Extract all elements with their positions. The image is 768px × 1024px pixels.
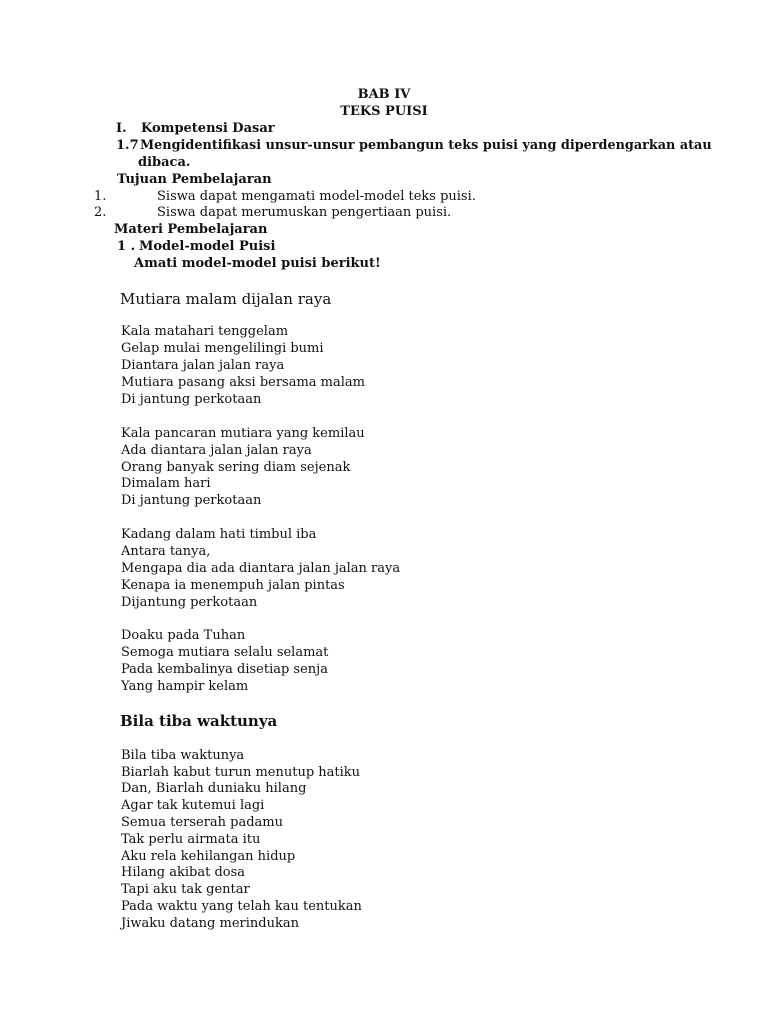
chapter-heading: BAB IV — [357, 87, 411, 102]
subject-heading: TEKS PUISI — [340, 104, 428, 119]
materi-sub-title: Model-model Puisi — [139, 239, 276, 254]
poem-line: Di jantung perkotaan — [121, 392, 262, 407]
poem-line: Pada waktu yang telah kau tentukan — [121, 899, 362, 914]
poem-line: Gelap mulai mengelilingi bumi — [121, 341, 324, 356]
poem-line: Ada diantara jalan jalan raya — [121, 443, 312, 458]
poem-line: Pada kembalinya disetiap senja — [121, 662, 328, 677]
poem-line: Dan, Biarlah duniaku hilang — [121, 781, 307, 796]
kd-item-line2: dibaca. — [138, 155, 191, 170]
poem1-title: Mutiara malam dijalan raya — [120, 290, 332, 308]
poem-line: Semoga mutiara selalu selamat — [121, 645, 329, 660]
poem-line: Dijantung perkotaan — [121, 595, 258, 610]
kd-item-number: 1.7 — [116, 138, 139, 153]
poem-line: Dimalam hari — [121, 476, 211, 491]
poem-line: Di jantung perkotaan — [121, 493, 262, 508]
kd-roman-number: I. — [116, 121, 127, 136]
poem-line: Kadang dalam hati timbul iba — [121, 527, 317, 542]
poem-line: Diantara jalan jalan raya — [121, 358, 285, 373]
poem-line: Tapi aku tak gentar — [121, 882, 250, 897]
poem-line: Kala matahari tenggelam — [121, 324, 289, 339]
tujuan-item-2: Siswa dapat merumuskan pengertiaan puisi. — [157, 205, 452, 220]
poem-line: Bila tiba waktunya — [121, 748, 245, 763]
poem-line: Kenapa ia menempuh jalan pintas — [121, 578, 345, 593]
poem-line: Orang banyak sering diam sejenak — [121, 460, 351, 475]
tujuan-number-1: 1. — [94, 189, 107, 204]
poem-line: Semua terserah padamu — [121, 815, 283, 830]
poem-line: Jiwaku datang merindukan — [121, 916, 299, 931]
poem-line: Yang hampir kelam — [121, 679, 249, 694]
poem-line: Agar tak kutemui lagi — [121, 798, 265, 813]
poem-line: Kala pancaran mutiara yang kemilau — [121, 426, 365, 441]
poem-line: Hilang akibat dosa — [121, 865, 246, 880]
poem-line: Doaku pada Tuhan — [121, 628, 246, 643]
poem-line: Tak perlu airmata itu — [121, 832, 261, 847]
materi-instruction: Amati model-model puisi berikut! — [134, 256, 381, 271]
poem-line: Biarlah kabut turun menutup hatiku — [121, 765, 361, 780]
poem-line: Mengapa dia ada diantara jalan jalan raya — [121, 561, 401, 576]
poem-line: Aku rela kehilangan hidup — [121, 849, 296, 864]
kd-title: Kompetensi Dasar — [141, 121, 275, 136]
poem-line: Antara tanya, — [121, 544, 211, 559]
materi-sub-number: 1 . — [117, 239, 136, 254]
materi-title: Materi Pembelajaran — [114, 222, 268, 237]
tujuan-title: Tujuan Pembelajaran — [117, 172, 272, 187]
tujuan-item-1: Siswa dapat mengamati model-model teks puisi. — [157, 189, 476, 204]
kd-item-line1: Mengidentifikasi unsur-unsur pembangun teks puisi yang diperdengarkan atau — [140, 138, 712, 153]
poem2-title: Bila tiba waktunya — [120, 712, 278, 730]
tujuan-number-2: 2. — [94, 205, 107, 220]
poem-line: Mutiara pasang aksi bersama malam — [121, 375, 365, 390]
